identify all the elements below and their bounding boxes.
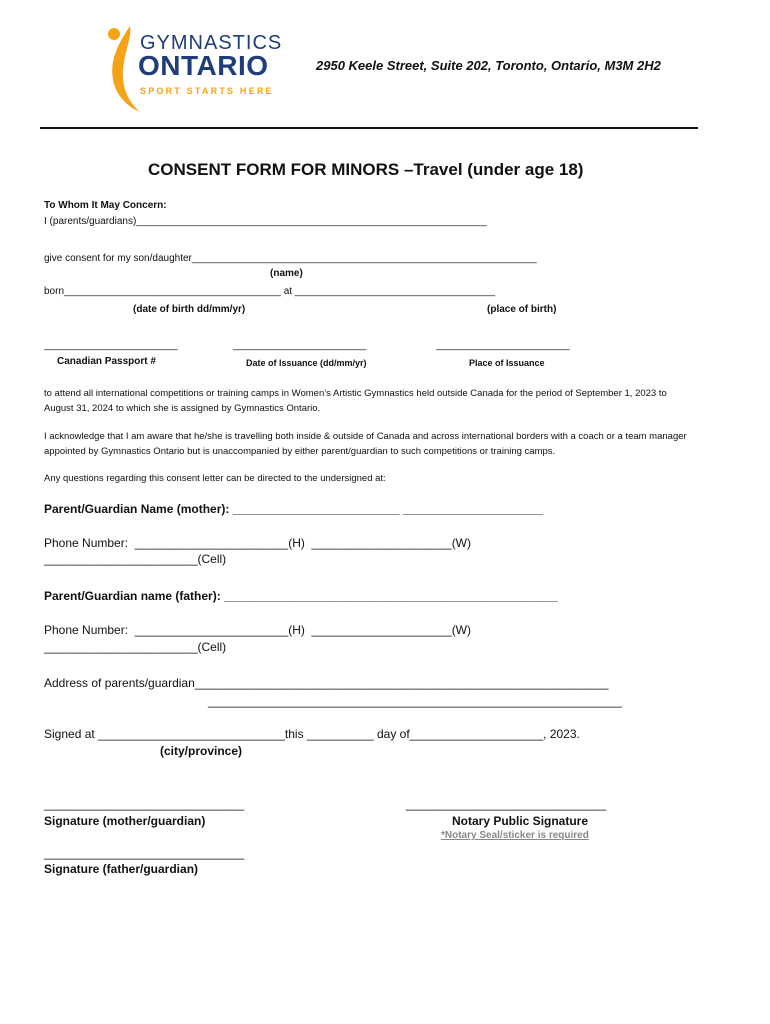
issuance-place-label: Place of Issuance bbox=[469, 358, 545, 368]
guardian-address-field-2[interactable]: ______________________________________________________________ bbox=[208, 694, 622, 708]
logo-tagline: SPORT STARTS HERE bbox=[140, 86, 274, 96]
guardian-address-field[interactable]: Address of parents/guardian______________________________________________________________ bbox=[44, 676, 609, 690]
father-name-field[interactable]: Parent/Guardian name (father): __________________________________________________ bbox=[44, 589, 558, 603]
father-signature-line[interactable]: ______________________________ bbox=[44, 846, 245, 860]
issuance-date-field[interactable]: ________________________ bbox=[233, 340, 367, 351]
notary-seal-note: *Notary Seal/sticker is required bbox=[441, 830, 589, 841]
organization-address: 2950 Keele Street, Suite 202, Toronto, Ontario, M3M 2H2 bbox=[316, 58, 661, 73]
parents-guardians-field[interactable]: I (parents/guardians)_______________________________________________________________ bbox=[44, 216, 487, 227]
issuance-place-field[interactable]: ________________________ bbox=[436, 340, 570, 351]
name-label: (name) bbox=[270, 268, 303, 279]
place-of-birth-label: (place of birth) bbox=[487, 304, 557, 315]
mother-cell-field[interactable]: _______________________(Cell) bbox=[44, 552, 227, 566]
notary-signature-line[interactable]: ______________________________ bbox=[406, 797, 607, 811]
questions-paragraph: Any questions regarding this consent letter can be directed to the undersigned at: bbox=[44, 473, 386, 484]
birth-details-field[interactable]: born_______________________________________ at ____________________________________ bbox=[44, 286, 496, 297]
mother-phone-field[interactable]: Phone Number: _______________________(H) _____________________(W) bbox=[44, 536, 472, 550]
mother-signature-label: Signature (mother/guardian) bbox=[44, 814, 206, 828]
travel-period-paragraph: to attend all international competitions or training camps in Women’s Artistic Gymnastics held outside Canada for the period of September 1, 2023 to August 31, 2024 to which she is assigned by Gymnastics Ontario. bbox=[44, 388, 667, 414]
child-name-field[interactable]: give consent for my son/daughter______________________________________________________________ bbox=[44, 253, 537, 264]
passport-number-field[interactable]: ________________________ bbox=[44, 340, 178, 351]
gymnastics-ontario-logo bbox=[100, 22, 290, 114]
signed-at-field[interactable]: Signed at ____________________________this __________ day of____________________, 2023. bbox=[44, 727, 580, 741]
mother-name-field[interactable]: Parent/Guardian Name (mother): _________________________ _____________________ bbox=[44, 502, 544, 516]
logo-line-1: GYMNASTICS bbox=[140, 32, 283, 54]
acknowledgement-paragraph: I acknowledge that I am aware that he/she is travelling both inside & outside of Canada and across international borders with a coach or a team manager appointed by Gymnastics Ontario but is unaccompanied by either parent/guardian to such competitions or training camps. bbox=[44, 431, 687, 457]
form-title: CONSENT FORM FOR MINORS –Travel (under age 18) bbox=[148, 160, 584, 179]
father-signature-label: Signature (father/guardian) bbox=[44, 862, 199, 876]
father-cell-field[interactable]: _______________________(Cell) bbox=[44, 640, 227, 654]
father-phone-field[interactable]: Phone Number: _______________________(H) _____________________(W) bbox=[44, 623, 472, 637]
header-divider bbox=[40, 127, 698, 129]
notary-signature-label: Notary Public Signature bbox=[452, 814, 589, 828]
date-of-birth-label: (date of birth dd/mm/yr) bbox=[133, 304, 246, 315]
passport-label: Canadian Passport # bbox=[57, 356, 156, 367]
issuance-date-label: Date of Issuance (dd/mm/yr) bbox=[246, 358, 367, 368]
mother-signature-line[interactable]: ______________________________ bbox=[44, 797, 245, 811]
logo-line-2: ONTARIO bbox=[138, 50, 269, 81]
city-province-label: (city/province) bbox=[160, 744, 243, 758]
salutation: To Whom It May Concern: bbox=[44, 200, 167, 211]
